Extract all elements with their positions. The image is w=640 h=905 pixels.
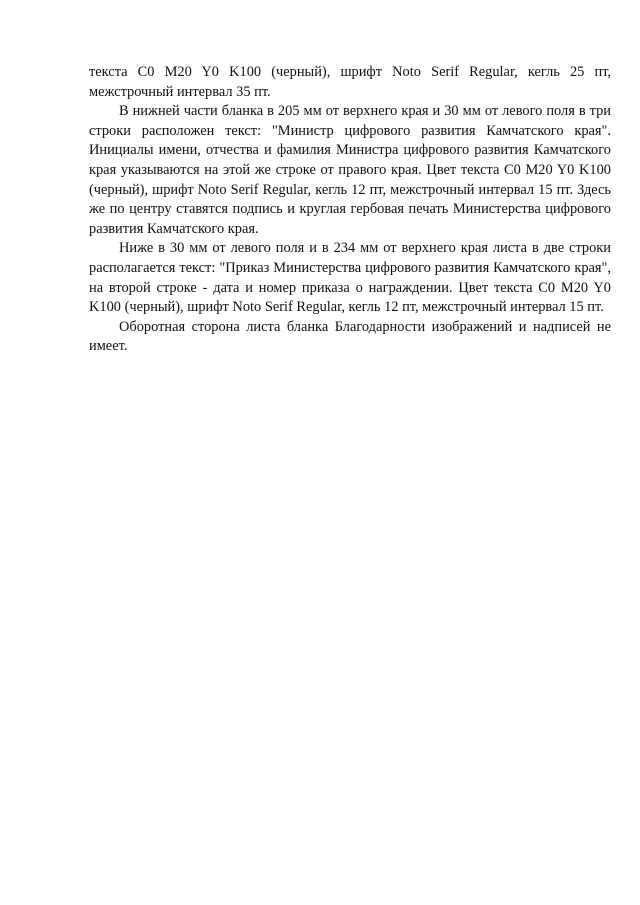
paragraph-signature-block: В нижней части бланка в 205 мм от верхнего края и 30 мм от левого поля в три строки расположен текст: "Министр цифрового развития Камчатского края". Инициалы имени, отчества и фамилия Министра цифрового развития Камчатского края указываются на этой же строке от правого края. Цвет текста C0 M20 Y0 K100 (черный), шрифт Noto Serif Regular, кегль 12 пт, межстрочный интервал 15 пт. Здесь же по центру ставятся подпись и круглая гербовая печать Министерства цифрового развития Камчатского края. <box>89 103 611 237</box>
paragraph-reverse-side: Оборотная сторона листа бланка Благодарности изображений и надписей не имеет. <box>89 318 611 355</box>
document-page <box>89 63 611 357</box>
paragraph-order-block: Ниже в 30 мм от левого поля и в 234 мм от верхнего края листа в две строки располагается текст: "Приказ Министерства цифрового развития Камчатского края", на второй строке - дата и номер приказа о награждении. Цвет текста C0 M20 Y0 K100 (черный), шрифт Noto Serif Regular, кегль 12 пт, межстрочный интервал 15 пт. <box>89 240 611 316</box>
paragraph-continuation: текста C0 M20 Y0 K100 (черный), шрифт Noto Serif Regular, кегль 25 пт, межстрочный интервал 35 пт. <box>89 64 611 100</box>
